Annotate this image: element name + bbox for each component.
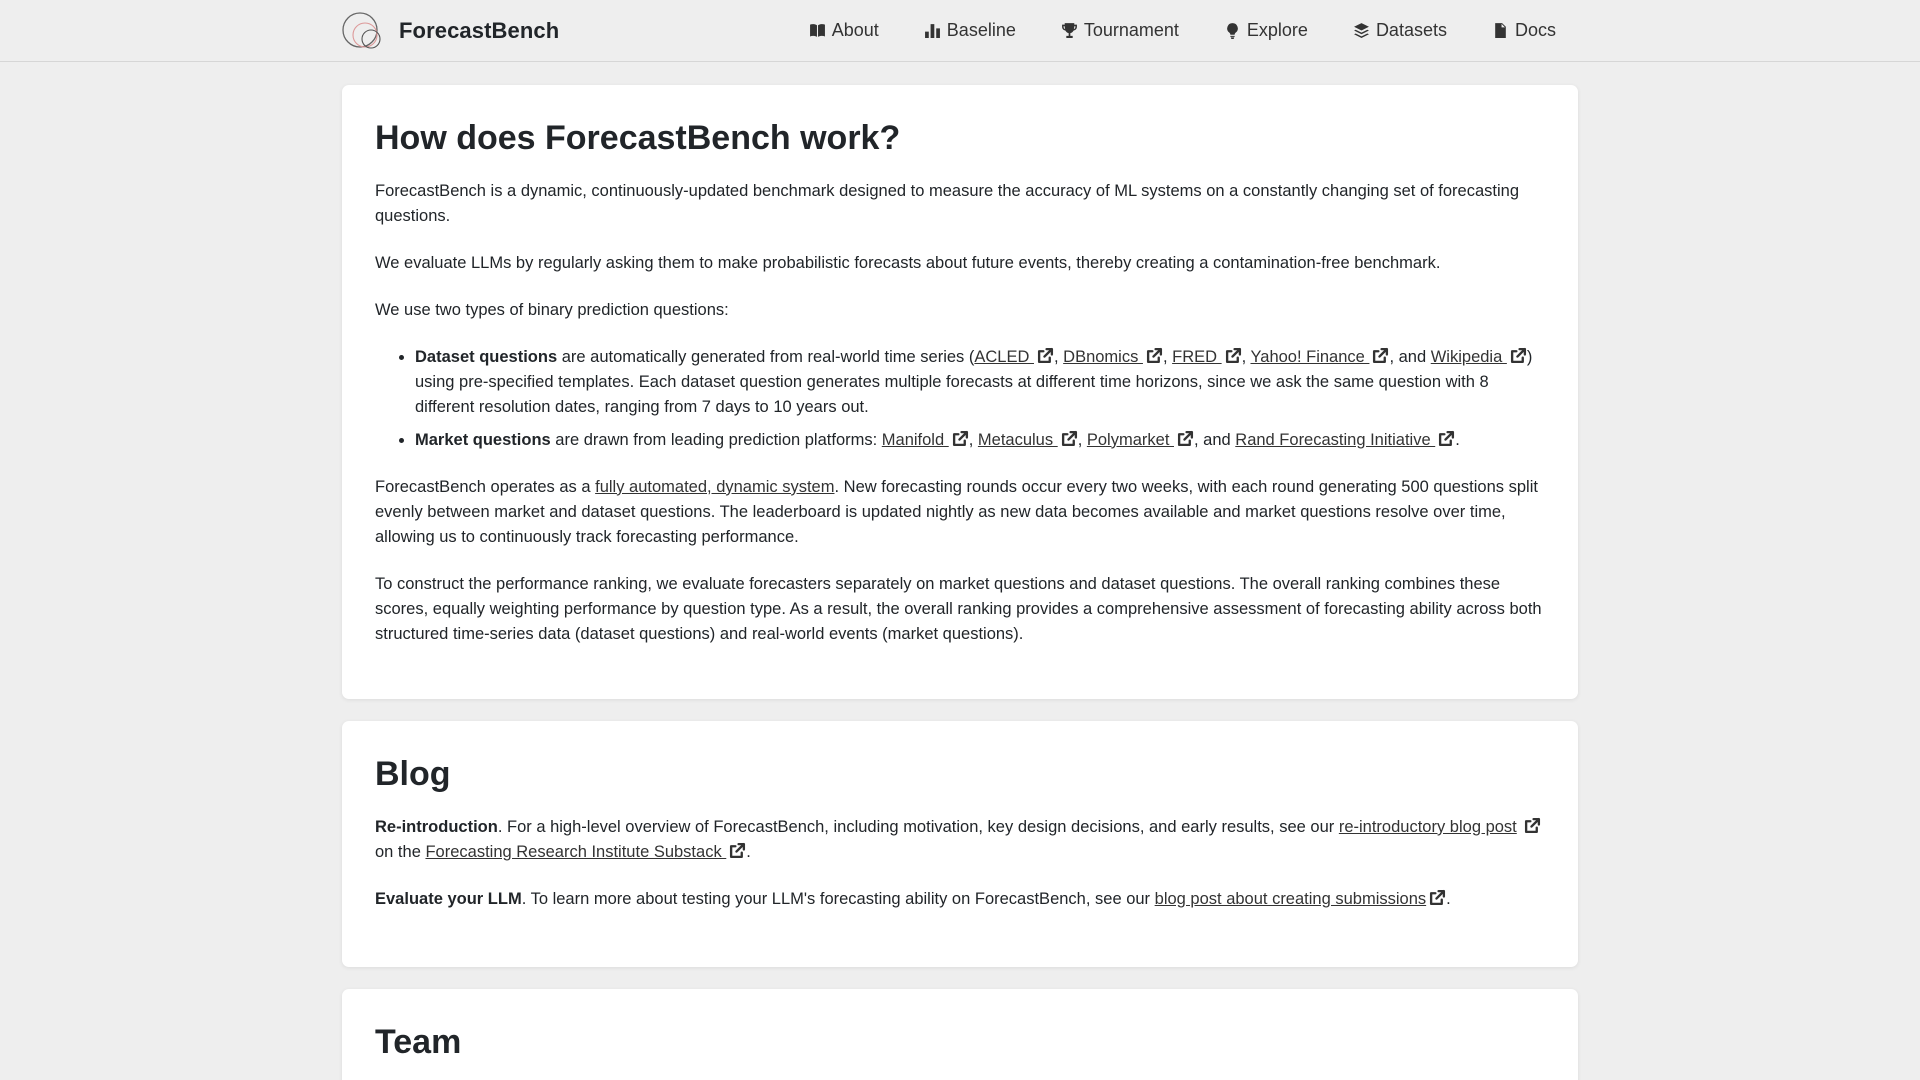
external-link-icon <box>1372 347 1389 364</box>
evaluate-llm-paragraph <box>375 887 1545 912</box>
fred-link[interactable] <box>1172 348 1222 366</box>
ranking-paragraph: To construct the performance ranking, we evaluate forecasters separately on market questions and dataset questions. The overall ranking combines these scores, equally weighting performance by question type. As a result, the overall ranking provides a comprehensive assessment of forecasting ability across both structured time-series data (dataset questions) and real-world events (market questions). <box>375 574 1542 643</box>
external-link-icon <box>1146 347 1163 364</box>
question-types-list <box>415 345 1545 453</box>
market-end: . <box>1455 430 1460 449</box>
question-types-paragraph: We use two types of binary prediction questions: <box>375 300 729 319</box>
dbnomics-link[interactable] <box>1063 348 1143 366</box>
manifold-link-text: Manifold <box>881 430 949 449</box>
and-separator: , and <box>1389 347 1431 366</box>
external-link-icon <box>1061 430 1078 447</box>
operations-pre: ForecastBench operates as a <box>375 477 596 496</box>
acled-link-text: ACLED <box>974 347 1034 366</box>
reintroduction-end: . <box>746 842 751 861</box>
external-link-icon <box>952 430 969 447</box>
how-it-works-title: How does ForecastBench work? <box>375 119 901 157</box>
substack-link-text: Forecasting Research Institute Substack <box>425 842 727 861</box>
yahoo-finance-link-text: Yahoo! Finance <box>1250 347 1370 366</box>
metaculus-link-text: Metaculus <box>977 430 1058 449</box>
blog-title: Blog <box>375 755 451 793</box>
dataset-questions-label: Dataset questions <box>415 347 558 366</box>
evaluate-llm-text: . To learn more about testing your LLM's forecasting ability on ForecastBench, see our <box>521 889 1155 908</box>
polymarket-link-text: Polymarket <box>1086 430 1174 449</box>
fred-link-text: FRED <box>1172 347 1222 366</box>
market-questions-label: Market questions <box>415 430 551 449</box>
dataset-text-2: ) using pre-specified templates. Each dataset question generates multiple forecasts at different time horizons, since we ask the same question with 8 different resolution dates, ranging from 7 days to 10 years out. <box>415 347 1533 416</box>
external-link-icon <box>1524 817 1541 834</box>
how-it-works-card <box>342 85 1578 699</box>
reintroduction-paragraph <box>375 815 1545 865</box>
operations-post: . New forecasting rounds occur every two weeks, with each round generating 500 questions split evenly between market and dataset questions. The leaderboard is updated nightly as new data becomes available and market questions resolve over time, allowing us to continuously track forecasting performance. <box>375 477 1538 546</box>
nav-baseline-label: Baseline <box>946 19 1016 40</box>
separator: , <box>1077 430 1087 449</box>
book-icon <box>809 22 826 39</box>
team-title: Team <box>375 1023 462 1061</box>
nav-docs[interactable] <box>1492 20 1556 41</box>
and-separator: , and <box>1193 430 1236 449</box>
external-link-icon <box>1225 347 1242 364</box>
forecastbench-logo-icon <box>341 11 387 51</box>
brand-name: ForecastBench <box>399 18 560 43</box>
brand-link[interactable] <box>341 11 559 51</box>
external-link-icon <box>1177 430 1194 447</box>
nav-tournament[interactable] <box>1061 20 1179 41</box>
reintroduction-label: Re-introduction <box>375 817 498 836</box>
evaluate-paragraph: We evaluate LLMs by regularly asking them to make probabilistic forecasts about future events, thereby creating a contamination-free benchmark. <box>375 253 1441 272</box>
nav-baseline[interactable] <box>924 20 1016 41</box>
reintroductory-blog-post-link[interactable]: re-introductory blog post <box>1338 817 1517 836</box>
separator: , <box>1053 347 1064 366</box>
fully-automated-system-link[interactable]: fully automated, dynamic system <box>595 477 835 496</box>
reintroduction-text: . For a high-level overview of ForecastBench, including motivation, key design decisions, and early results, see our <box>497 817 1339 836</box>
polymarket-link[interactable] <box>1087 431 1174 449</box>
main-nav <box>764 0 1556 60</box>
nav-datasets-label: Datasets <box>1375 19 1447 40</box>
nav-explore[interactable] <box>1224 20 1308 41</box>
nav-datasets[interactable] <box>1353 20 1447 41</box>
file-icon <box>1492 22 1509 39</box>
trophy-icon <box>1061 22 1078 39</box>
acled-link[interactable] <box>974 348 1034 366</box>
nav-docs-label: Docs <box>1514 19 1556 40</box>
wikipedia-link-text: Wikipedia <box>1430 347 1507 366</box>
external-link-icon <box>1037 347 1054 364</box>
intro-paragraph: ForecastBench is a dynamic, continuously-updated benchmark designed to measure the accuracy of ML systems on a constantly changing set of forecasting questions. <box>375 181 1520 225</box>
separator: , <box>968 430 978 449</box>
team-card <box>342 989 1578 1080</box>
yahoo-finance-link[interactable] <box>1250 348 1369 366</box>
reintroduction-mid: on the <box>375 842 426 861</box>
rand-forecasting-initiative-link[interactable] <box>1235 431 1435 449</box>
bar-chart-icon <box>924 22 941 39</box>
external-link-icon <box>729 842 746 859</box>
operations-paragraph <box>375 475 1545 550</box>
dataset-text-1: are automatically generated from real-world time series ( <box>557 347 975 366</box>
wikipedia-link[interactable] <box>1431 348 1507 366</box>
lightbulb-icon <box>1224 22 1241 39</box>
creating-submissions-link[interactable]: blog post about creating submissions <box>1154 889 1427 908</box>
substack-link[interactable] <box>425 843 726 861</box>
navbar <box>0 0 1920 62</box>
list-item-market-questions <box>415 428 1545 453</box>
nav-tournament-label: Tournament <box>1083 19 1179 40</box>
list-item-dataset-questions <box>415 345 1545 420</box>
manifold-link[interactable] <box>882 431 949 449</box>
dbnomics-link-text: DBnomics <box>1063 347 1143 366</box>
evaluate-llm-end: . <box>1446 889 1451 908</box>
external-link-icon <box>1510 347 1527 364</box>
evaluate-llm-label: Evaluate your LLM <box>375 889 522 908</box>
rand-forecasting-initiative-link-text: Rand Forecasting Initiative <box>1235 430 1436 449</box>
nav-explore-label: Explore <box>1246 19 1308 40</box>
market-text-1: are drawn from leading prediction platforms: <box>550 430 882 449</box>
layers-icon <box>1353 22 1370 39</box>
separator: , <box>1241 347 1251 366</box>
external-link-icon <box>1438 430 1455 447</box>
blog-card <box>342 721 1578 967</box>
metaculus-link[interactable] <box>978 431 1058 449</box>
external-link-icon <box>1429 889 1446 906</box>
separator: , <box>1162 347 1173 366</box>
nav-about[interactable] <box>809 20 879 41</box>
nav-about-label: About <box>831 19 879 40</box>
